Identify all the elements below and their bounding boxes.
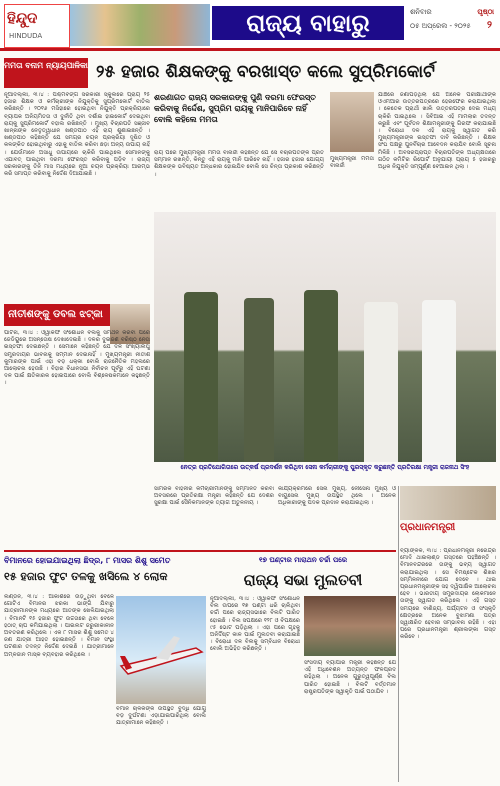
chief-minister-photo (330, 92, 374, 152)
ceremony-photo (154, 212, 496, 462)
newspaper-logo[interactable] (4, 4, 70, 48)
masthead-photo-strip (70, 4, 210, 46)
logo-subtitle: HINDUDA (9, 32, 43, 40)
pm-story-headline[interactable]: ପ୍ରଧାନମନ୍ତ୍ରୀ (400, 522, 456, 533)
plane-story-body-1: ଲଣ୍ଡନ, ୩।୪ : ଆକାଶରେ ଉଡ଼ୁଥିବା ବେଳେ ଗୋଟିଏ ବିମାନର ଝରକା ଭାଙ୍ଗି ଯିବାରୁ ଯାତ୍ରୀମାନଙ୍କ ମଧ୍ୟରେ ଆତଙ୍କ ଖେଳିଯାଇଥିଲା । ବିମାନଟି ୧୫ ହଜାର ଫୁଟ ଉଚ୍ଚତାରେ ଥିବା ବେଳେ ହଠାତ୍ ଚାପ କମିଯାଇଥିଲା । ପାଇଲଟ ଜରୁରୀକାଳୀନ ଅବତରଣ କରିଥିଲେ । ଏକ ୮ ମାସର ଶିଶୁ ସମେତ ୪ ଜଣ ଯାତ୍ରୀ ଆହତ ହୋଇଛନ୍ତି । ବିମାନ ସଂସ୍ଥା ଘଟଣାର ତଦନ୍ତ ନିର୍ଦ୍ଦେଶ ଦେଇଛି । ଯାତ୍ରୀମାନେ ଅମ୍ଳଜାନ ମାସ୍କ ବ୍ୟବହାର କରିଥିଲେ । (4, 594, 114, 658)
ceremony-caption: ନେତ୍ର ପ୍ରତିଯୋଗିତାରେ ଉତ୍କର୍ଷ ପ୍ରଦର୍ଶନ କରିଥିବା ସେନା କର୍ମଚାରୀଙ୍କୁ ପୁରସ୍କୃତ କରୁଛନ୍ତି ପ୍ରତିରକ୍ଷା ମନ୍ତ୍ରୀ ରାଜନାଥ ସିଂହ (180, 464, 470, 471)
airplane-icon (116, 596, 206, 704)
lead-subheadline: ଶରଣାଗତ ରାଜ୍ୟ ସରକାରଙ୍କୁ ପୁଣି ଦରମା ଫେରସ୍ତ କରିବାକୁ ନିର୍ଦ୍ଦେଶ, ସୁପ୍ରିମ ରାୟକୁ ମାନିପାରିବେ ନାହିଁ ବୋଲି କହିଲେ ମମତା (154, 93, 316, 124)
figure-officer (184, 292, 218, 462)
plane-story-body-2: ବିମାନ ଚାଳକଙ୍କ ଉପସ୍ଥିତ ବୁଦ୍ଧି ଯୋଗୁଁ ବଡ଼ ଦୁର୍ଘଟଣା ଏଡ଼ାଯାଇପାରିଥିଲା ବୋଲି ଯାତ୍ରୀମାନେ କହିଛନ୍ତି । (116, 706, 206, 727)
rajya-sabha-photo (304, 596, 396, 656)
page-number: ୨ (487, 20, 492, 31)
lead-story-column-3: ଯାଞ୍ଚରେ ଜଣାପଡ଼ିଥିଲା ଯେ ଅନେକ ପରୀକ୍ଷାର୍ଥୀଙ୍କ ଓଏମଆର ଉତ୍ତରପତ୍ରରେ ହେରଫେର କରାଯାଇଥିଲା । କେତେକ ପ୍ରାର୍ଥୀ ଖାଲି ଉତ୍ତରପତ୍ର ଦେଇ ମଧ୍ୟ ଚାକିରି ପାଇଥିଲେ । ସିବିଆଇ ଏହି ମାମଲାର ତଦନ୍ତ କରୁଛି ଏବଂ ପୂର୍ବତନ ଶିକ୍ଷାମନ୍ତ୍ରୀଙ୍କୁ ଗିରଫ କରାଯାଇଛି । ବିରୋଧୀ ଦଳ ଏହି ରାୟକୁ ସ୍ୱାଗତ କରି ମୁଖ୍ୟମନ୍ତ୍ରୀଙ୍କ ଇସ୍ତଫା ଦାବି କରିଛନ୍ତି । ଶିକ୍ଷକ ସଂଘ ପକ୍ଷରୁ ପୁନର୍ବିଚାର ଆବେଦନ କରାଯିବ ବୋଲି ସୂଚନା ମିଳିଛି । ଅବସରପ୍ରାପ୍ତ ବିଚାରପତିଙ୍କ ଅଧ୍ୟକ୍ଷତାରେ ଗଠିତ କମିଟିର ରିପୋର୍ଟ ଅନୁଯାୟୀ ପ୍ରାୟ ୫ ହଜାରରୁ ଅଧିକ ନିଯୁକ୍ତି ସମ୍ପୂର୍ଣ୍ଣ ବେଆଇନ ଥିଲା । (378, 92, 496, 171)
prime-minister-photo (400, 486, 496, 520)
rs-story-kicker: ୧୭ ଘଣ୍ଟାର ମାରାଥନ ଚର୍ଚ୍ଚା ପରେ (258, 556, 348, 564)
ceremony-story-column-1: ସାମରିକ ବାହିନୀର କର୍ମଚାରୀମାନଙ୍କୁ ସମ୍ମାନିତ କରିବା ଅବସରରେ ପ୍ରତିରକ୍ଷା ମନ୍ତ୍ରୀ କହିଛନ୍ତି ଯେ ଦେଶର ସୁରକ୍ଷା ପାଇଁ ସୈନିକମାନଙ୍କ ତ୍ୟାଗ ଅତୁଳନୀୟ । (154, 486, 274, 507)
section-divider (4, 550, 396, 552)
column-divider (398, 486, 399, 782)
lead-story-column-2: ରାୟ ପରେ ମୁଖ୍ୟମନ୍ତ୍ରୀ ମମତା ବାନାର୍ଜୀ କହିଛନ୍ତି ଯେ ସେ ବିଚାରପତିଙ୍କ ପ୍ରତି ସମ୍ମାନ ରଖନ୍ତି, କିନ୍ତୁ ଏହି ରାୟକୁ ମାନି ପାରିବେ ନାହିଁ । ହଜାର ହଜାର ଯୋଗ୍ୟ ଶିକ୍ଷକଙ୍କ ଭବିଷ୍ୟତ ଅନ୍ଧକାର ହୋଇଯିବ ବୋଲି ସେ ଚିନ୍ତା ପ୍ରକାଶ କରିଛନ୍ତି । (154, 150, 324, 178)
nitish-story-headline[interactable]: ନୀତୀଶଙ୍କୁ ଡବଲ ଝଟ୍କା (4, 304, 150, 326)
lead-headline[interactable]: ୨୫ ହଜାର ଶିକ୍ଷକଙ୍କୁ ବରଖାସ୍ତ କଲେ ସୁପ୍ରିମକୋର୍ଟ (96, 62, 435, 82)
masthead (0, 0, 500, 50)
figure-official (364, 302, 398, 462)
lead-story-column-1: ନୂଆଦିଲ୍ଲୀ, ୩।୪ : ପଶ୍ଚିମବଙ୍ଗ ସରକାରୀ ସ୍କୁଲରେ ପ୍ରାୟ ୨୫ ହଜାର ଶିକ୍ଷକ ଓ କର୍ମଚାରୀଙ୍କ ନିଯୁକ୍ତିକୁ ସୁପ୍ରିମକୋର୍ଟ ବାତିଲ କରିଛନ୍ତି । ୨୦୧୬ ମସିହାରେ ହୋଇଥିବା ନିଯୁକ୍ତି ପ୍ରକ୍ରିୟାରେ ବ୍ୟାପକ ଅନିୟମିତତା ଓ ଦୁର୍ନୀତି ଥିବା ଦର୍ଶାଇ ହାଇକୋର୍ଟ ଦେଇଥିବା ରାୟକୁ ସୁପ୍ରିମକୋର୍ଟ ବହାଲ ରଖିଛନ୍ତି । ମୁଖ୍ୟ ବିଚାରପତି ସଞ୍ଜୀବ ଖାନ୍ନାଙ୍କ ନେତୃତ୍ୱାଧୀନ ଖଣ୍ଡପୀଠ ଏହି ରାୟ ଶୁଣାଇଛନ୍ତି । ଖଣ୍ଡପୀଠ କହିଛନ୍ତି ଯେ ସମଗ୍ର ଚୟନ ପ୍ରକ୍ରିୟା ଦୂଷିତ ଓ କଳଙ୍କିତ ହୋଇଥିବାରୁ ଏହାକୁ ବାତିଲ କରିବା ଛଡ଼ା ଅନ୍ୟ ଉପାୟ ନାହିଁ । ଯେଉଁମାନେ ଅସାଧୁ ଉପାୟରେ ଚାକିରି ପାଇଥିଲେ ସେମାନଙ୍କୁ ଏଯାବତ୍ ପାଇଥିବା ଦରମା ଫେରସ୍ତ କରିବାକୁ ପଡ଼ିବ । ରାଜ୍ୟ ସରକାରଙ୍କୁ ତିନି ମାସ ମଧ୍ୟରେ ନୂଆ ଚୟନ ପ୍ରକ୍ରିୟା ଆରମ୍ଭ କରି ସମାପ୍ତ କରିବାକୁ ନିର୍ଦ୍ଦେଶ ଦିଆଯାଇଛି । (4, 92, 150, 178)
nitish-story-body: ପାଟନା, ୩।୪ : ଓ୍ୱାକଫ ସଂଶୋଧନ ବିଲକୁ ସମର୍ଥନ କରିବା ପରେ ଜେଡିୟୁରେ ଅସନ୍ତୋଷ ଦେଖାଦେଇଛି । ଦଳର ଦୁଇଜଣ ବରିଷ୍ଠ ନେତା ଇସ୍ତଫା ଦେଇଛନ୍ତି । ସେମାନେ କହିଛନ୍ତି ଯେ ଦଳ ସଂଖ୍ୟାଲଘୁ ସମ୍ପ୍ରଦାୟର ଭାବନାକୁ ସମ୍ମାନ ଦେଇନାହିଁ । ମୁଖ୍ୟମନ୍ତ୍ରୀ ନୀତୀଶ କୁମାରଙ୍କ ପାଇଁ ଏହା ବଡ଼ ଧକ୍କା ବୋଲି ରାଜନୈତିକ ମହଲରେ ଆଲୋଚନା ହେଉଛି । ବିହାର ବିଧାନସଭା ନିର୍ବାଚନ ପୂର୍ବରୁ ଏହି ଘଟଣା ଦଳ ପାଇଁ କ୍ଷତିକାରକ ହୋଇପାରେ ବୋଲି ବିଶ୍ଳେଷକମାନେ କହୁଛନ୍ତି । (4, 330, 150, 387)
page-label: ପୃଷ୍ଠା (477, 8, 494, 16)
photo-caption-cm: ମୁଖ୍ୟମନ୍ତ୍ରୀ ମମତା ବାନାର୍ଜୀ (330, 156, 374, 170)
figure-naval-officer (422, 300, 456, 462)
rs-story-body-2: ସଂସଦୀୟ ବ୍ୟାପାର ମନ୍ତ୍ରୀ କହିଛନ୍ତି ଯେ ଏହି ଅଧିବେଶନ ଅତ୍ୟନ୍ତ ଫଳପ୍ରଦ ରହିଥିଲା । ଅନେକ ଗୁରୁତ୍ୱପୂର୍ଣ୍ଣ ବିଲ ପାରିତ ହୋଇଛି । ବିଲଟି ବର୍ତ୍ତମାନ ରାଷ୍ଟ୍ରପତିଙ୍କ ସ୍ୱୀକୃତି ପାଇଁ ପଠାଯିବ । (304, 660, 396, 695)
plane-story-kicker: ବିମାନରେ ହୋଇଯାଇଥିଲା ଛିଦ୍ର, ୮ ମାସର ଶିଶୁ ସମେତ (4, 556, 171, 565)
date-label: ୦୫ ଅପ୍ରେଲ - ୨୦୨୫ (410, 22, 471, 30)
rs-story-body-1: ନୂଆଦିଲ୍ଲୀ, ୩।୪ : ଓ୍ୱାକଫ ସଂଶୋଧନ ବିଲ ଉପରେ ୧୭ ଘଣ୍ଟା ଧରି ଚାଲିଥିବା ଚର୍ଚ୍ଚା ପରେ ରାଜ୍ୟସଭାରେ ବିଲଟି ପାରିତ ହୋଇଛି । ବିଲ ସପକ୍ଷରେ ୧୨୮ ଓ ବିପକ୍ଷରେ ୯୫ ଭୋଟ ପଡ଼ିଥିଲା । ଏହା ପରେ ଗୃହକୁ ଅନିର୍ଦ୍ଦିଷ୍ଟ କାଳ ପାଇଁ ମୁଲତବୀ କରାଯାଇଛି । ବିରୋଧୀ ଦଳ ବିଲକୁ ସମ୍ବିଧାନ ବିରୋଧୀ ବୋଲି ଅଭିହିତ କରିଛନ୍ତି । (210, 596, 300, 653)
section-title: ରାଜ୍ୟ ବାହାରୁ (212, 6, 404, 40)
masthead-rule (0, 48, 500, 51)
airplane-photo (116, 596, 206, 704)
day-label: ଶନିବାର (410, 8, 432, 16)
logo-text: ହିନ୍ଦୁଦ (7, 9, 38, 27)
ceremony-story-column-2: କାର୍ଯ୍ୟକ୍ରମରେ ସେନା ମୁଖ୍ୟ, ନୌସେନା ମୁଖ୍ୟ ଓ ବାୟୁସେନା ମୁଖ୍ୟ ଉପସ୍ଥିତ ଥିଲେ । ଅନେକ ଅଧିକାରୀଙ୍କୁ ପଦକ ପ୍ରଦାନ କରାଯାଇଥିଲା । (278, 486, 396, 507)
rs-story-headline[interactable]: ରାଜ୍ୟ ସଭା ମୁଲତବୀ (243, 571, 363, 589)
plane-story-headline[interactable]: ୧୫ ହଜାର ଫୁଟ ତଳକୁ ଖସିଲେ ୪ ଲୋକ (4, 570, 168, 583)
dateline (408, 6, 496, 40)
pm-story-body: ବ୍ୟାଙ୍କକ, ୩।୪ : ପ୍ରଧାନମନ୍ତ୍ରୀ ନରେନ୍ଦ୍ର ମୋଦି ଥାଇଲାଣ୍ଡ ଗସ୍ତରେ ପହଞ୍ଚିଛନ୍ତି । ବିମାନବନ୍ଦରରେ ତାଙ୍କୁ ଭବ୍ୟ ସ୍ୱାଗତ କରାଯାଇଥିଲା । ସେ ବିମଷ୍ଟେକ ଶିଖର ସମ୍ମିଳନୀରେ ଯୋଗ ଦେବେ । ଥାଇ ପ୍ରଧାନମନ୍ତ୍ରୀଙ୍କ ସହ ଦ୍ୱିପାକ୍ଷିକ ଆଲୋଚନା ହେବ । ଭାରତୀୟ ସମ୍ପ୍ରଦାୟର ଲୋକମାନେ ତାଙ୍କୁ ସ୍ୱାଗତ କରିଥିଲେ । ଏହି ଗସ୍ତ ସମୟରେ ବାଣିଜ୍ୟ, ପର୍ଯ୍ୟଟନ ଓ ସଂସ୍କୃତି କ୍ଷେତ୍ରରେ ଅନେକ ବୁଝାମଣା ପତ୍ର ସ୍ୱାକ୍ଷରିତ ହେବାର ସମ୍ଭାବନା ରହିଛି । ଏହା ପରେ ପ୍ରଧାନମନ୍ତ୍ରୀ ଶ୍ରୀଲଙ୍କା ଗସ୍ତ କରିବେ । (400, 548, 496, 641)
figure-officer (304, 290, 338, 462)
figure-officer (244, 298, 274, 462)
lead-story-tag: ମମତା ବନାମ ନ୍ୟାୟପାଳିକା (4, 58, 88, 88)
